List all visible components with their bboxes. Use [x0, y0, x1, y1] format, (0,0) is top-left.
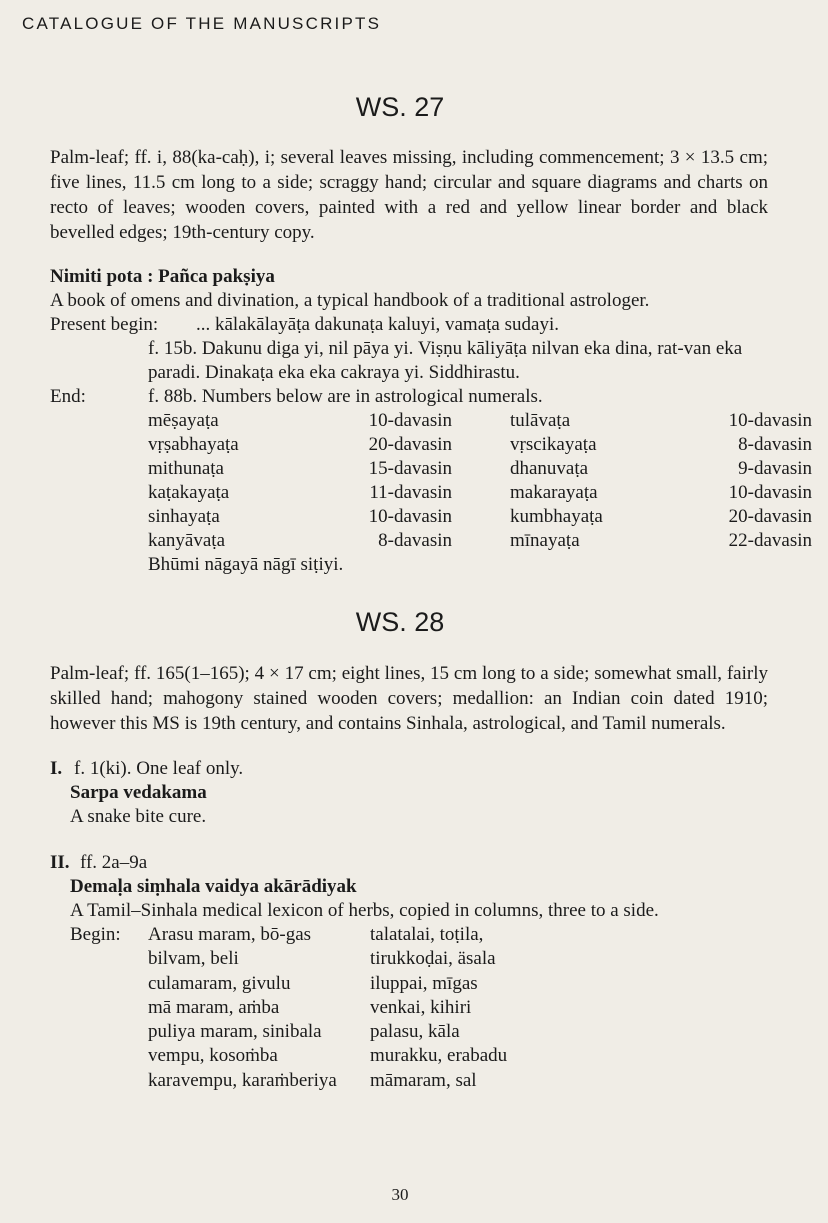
herb-entry: tirukkoḍai, äsala: [370, 948, 496, 970]
ws27-end-label: End:: [50, 386, 86, 407]
part1-title: Sarpa vedakama: [70, 782, 207, 803]
sign-days: 8-davasin: [378, 530, 452, 551]
sign-days: 15-davasin: [368, 458, 452, 479]
sign-name: kumbhayaṭa: [510, 506, 603, 527]
herb-entry: puliya maram, sinibala: [148, 1021, 322, 1043]
sign-name: mithunaṭa: [148, 458, 224, 479]
sign-days: 10-davasin: [728, 410, 812, 431]
herb-entry: māmaram, sal: [370, 1069, 477, 1091]
ws27-closing: Bhūmi nāgayā nāgī siṭiyi.: [148, 554, 344, 575]
sign-name: mēṣayaṭa: [148, 410, 219, 431]
closing-row: [148, 554, 828, 578]
herb-entry: culamaram, givulu: [148, 972, 291, 994]
herb-entry: venkai, kihiri: [370, 996, 472, 1018]
sign-name: vṛscikayaṭa: [510, 434, 597, 455]
part2-begin-label: Begin:: [70, 924, 121, 945]
ws27-begin-text: ... kālakālayāṭa dakunaṭa kaluyi, vamaṭa sudayi.: [196, 314, 559, 335]
sign-name: kaṭakayaṭa: [148, 482, 230, 503]
ws27-description: Palm-leaf; ff. i, 88(ka-caḥ), i; several leaves missing, including commencement; 3 × 13.5 cm; five lines, 11.5 cm long to a side; scraggy hand; circular and square diagrams and charts on recto of leaves; wooden covers, painted with a red and yellow linear border and black bevelled edges; 19th-century copy.: [50, 147, 768, 243]
sign-days: 11-davasin: [369, 482, 452, 503]
numerals-row: [148, 482, 828, 506]
herb-row: [148, 948, 648, 972]
sign-days: 10-davasin: [728, 482, 812, 503]
sign-name: mīnayaṭa: [510, 530, 580, 551]
herb-lexicon: [148, 924, 648, 1094]
ws27-title: WS. 27: [355, 92, 445, 122]
part2-numeral: II.: [50, 852, 70, 873]
sign-days: 22-davasin: [728, 530, 812, 551]
herb-entry: murakku, erabadu: [370, 1045, 508, 1067]
herb-entry: bilvam, beli: [148, 948, 239, 970]
sign-name: makarayaṭa: [510, 482, 598, 503]
herb-row: [148, 997, 648, 1021]
herb-row: [148, 1045, 648, 1069]
numerals-row: [148, 410, 828, 434]
herb-entry: talatalai, toṭila,: [370, 924, 484, 945]
running-head: CATALOGUE OF THE MANUSCRIPTS: [22, 14, 382, 33]
sign-name: kanyāvaṭa: [148, 530, 226, 551]
herb-entry: mā maram, aṁba: [148, 996, 280, 1018]
sign-name: tulāvaṭa: [510, 410, 571, 431]
sign-name: vṛṣabhayaṭa: [148, 434, 239, 455]
numerals-row: [148, 506, 828, 530]
herb-entry: karavempu, karaṁberiya: [148, 1069, 337, 1091]
ws27-end-text: f. 88b. Numbers below are in astrological numerals.: [148, 386, 543, 407]
sign-days: 9-davasin: [738, 458, 812, 479]
herb-entry: palasu, kāla: [370, 1021, 460, 1043]
sign-name: sinhayaṭa: [148, 506, 220, 527]
part2-folio: ff. 2a–9a: [80, 852, 148, 873]
ws27-begin-line3: paradi. Dinakaṭa eka eka cakraya yi. Siddhirastu.: [148, 362, 520, 383]
numerals-table: [148, 410, 828, 578]
herb-row: [148, 1070, 648, 1094]
ws27-begin-label: Present begin:: [50, 314, 159, 335]
sign-days: 10-davasin: [368, 410, 452, 431]
sign-days: 20-davasin: [728, 506, 812, 527]
numerals-row: [148, 530, 828, 554]
page-number: 30: [391, 1185, 409, 1204]
ws27-summary: A book of omens and divination, a typical handbook of a traditional astrologer.: [50, 290, 650, 311]
sign-days: 10-davasin: [368, 506, 452, 527]
part1-summary: A snake bite cure.: [70, 806, 207, 827]
herb-entry: Arasu maram, bō-gas: [148, 924, 312, 945]
ws27-begin-line2: f. 15b. Dakunu diga yi, nil pāya yi. Viṣṇu kāliyāṭa nilvan eka dina, rat-van eka: [148, 338, 743, 359]
sign-days: 20-davasin: [368, 434, 452, 455]
part1-folio: f. 1(ki). One leaf only.: [74, 758, 244, 779]
ws28-title: WS. 28: [355, 607, 445, 637]
sign-days: 8-davasin: [738, 434, 812, 455]
part2-summary: A Tamil–Sinhala medical lexicon of herbs, copied in columns, three to a side.: [70, 900, 659, 921]
herb-row: [148, 924, 648, 948]
herb-entry: iluppai, mīgas: [370, 972, 478, 994]
herb-entry: vempu, kosoṁba: [148, 1045, 278, 1067]
herb-row: [148, 973, 648, 997]
numerals-row: [148, 434, 828, 458]
ws28-description: Palm-leaf; ff. 165(1–165); 4 × 17 cm; eight lines, 15 cm long to a side; somewhat small, fairly skilled hand; mahogony stained wooden covers; medallion: an Indian coin dated 1910; however this MS is 19th century, and contains Sinhala, astrological, and Tamil numerals.: [50, 663, 768, 734]
part2-title: Demaḷa siṃhala vaidya akārādiyak: [70, 876, 357, 897]
sign-name: dhanuvaṭa: [510, 458, 589, 479]
part1-numeral: I.: [50, 758, 63, 779]
numerals-row: [148, 458, 828, 482]
herb-row: [148, 1021, 648, 1045]
ws27-work-title: Nimiti pota : Pañca pakṣiya: [50, 266, 275, 287]
